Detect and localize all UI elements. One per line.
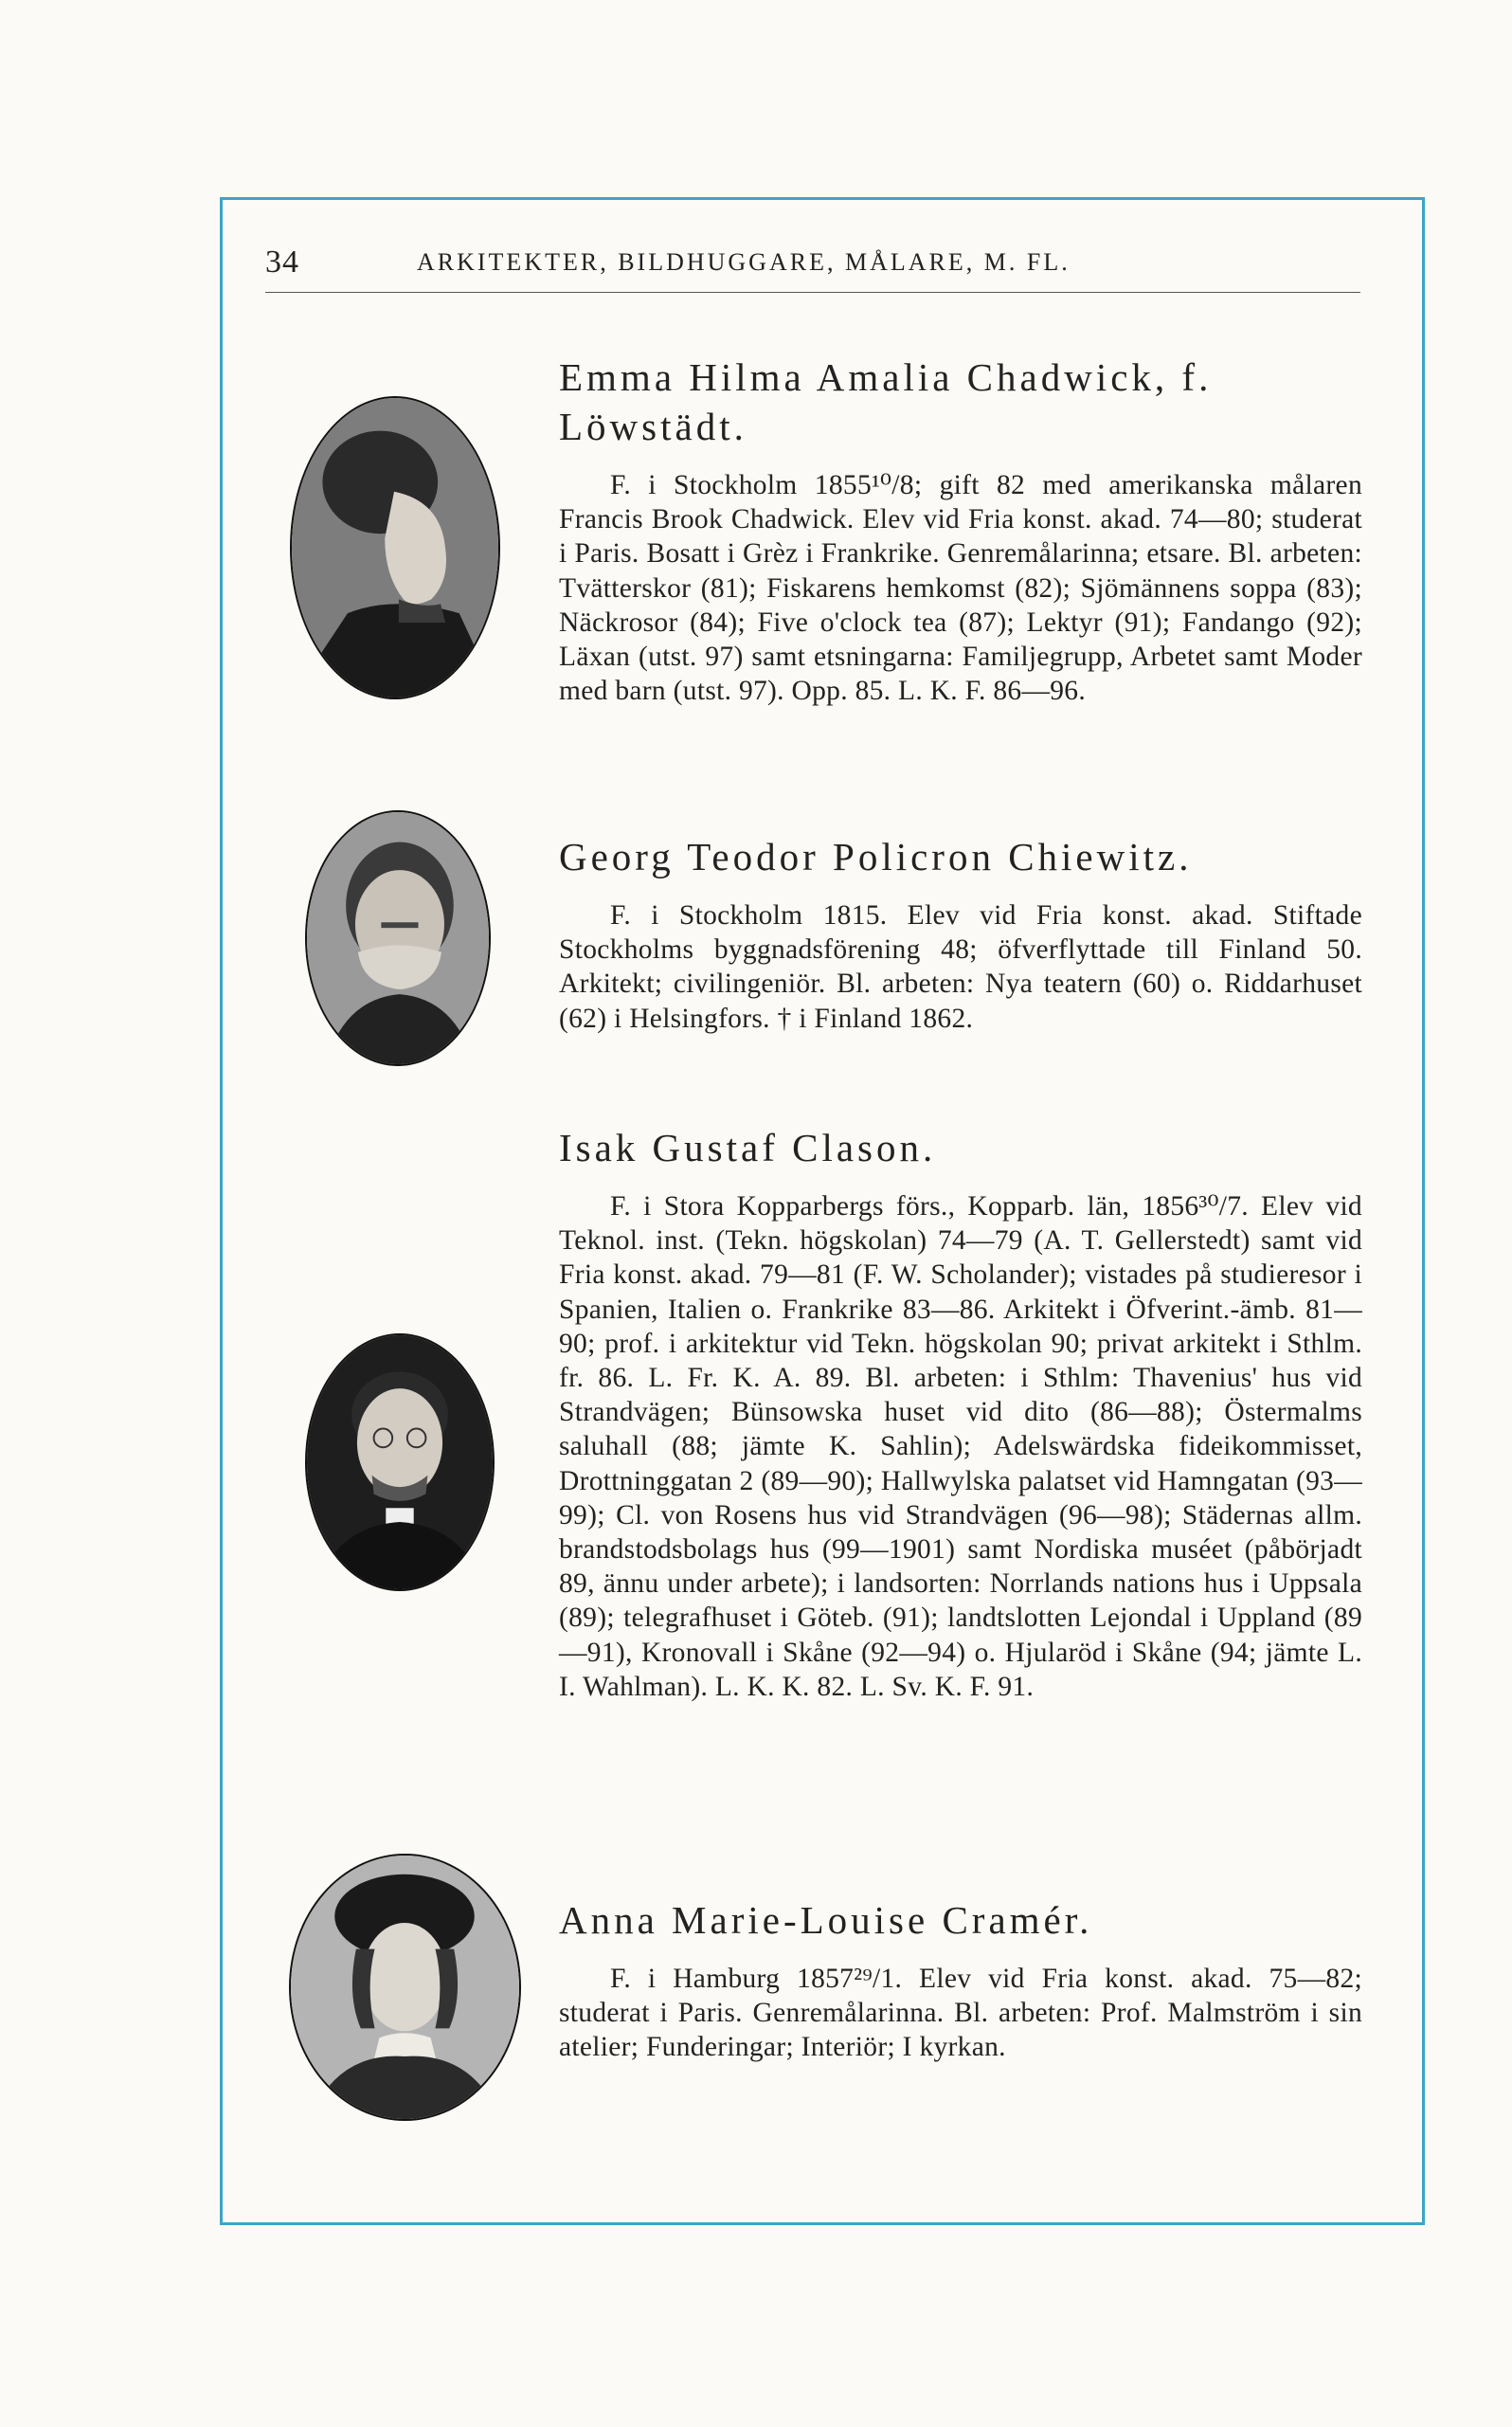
entry-clason [559, 1123, 1362, 1704]
entry-text: F. i Stockholm 1855¹⁰/8; gift 82 med amerikanska målaren Francis Brook Chadwick. Elev vid Fria konst. akad. 74—80; studerat i Paris. Bosatt i Grèz i Frankrike. Genremålarinna; etsare. Bl. arbeten: Tvätterskor (81); Fiskarens hemkomst (82); Sjömännens soppa (83); Näckrosor (84); Five o'clock tea (87); Lektyr (91); Fandango (92); Läxan (utst. 97) samt etsningarna: Familjegrupp, Arbetet samt Moder med barn (utst. 97). Opp. 85. L. K. F. 86—96. [559, 470, 1362, 707]
entry-cramer [559, 1895, 1362, 2065]
portrait-chiewitz [305, 810, 491, 1066]
page-header [265, 245, 1360, 293]
entry-name: Georg Teodor Policron Chiewitz. [559, 835, 1193, 878]
page-number: 34 [265, 245, 299, 280]
portrait-clason [305, 1333, 495, 1591]
portrait-chadwick [290, 396, 500, 699]
entry-text: F. i Hamburg 1857²⁹/1. Elev vid Fria konst. akad. 75—82; studerat i Paris. Genremålarinna. Bl. arbeten: Prof. Malmström i sin atelier; Funderingar; Interiör; I kyrkan. [559, 1964, 1362, 2063]
entry-text: F. i Stockholm 1815. Elev vid Fria konst. akad. Stiftade Stockholms byggnadsförening 48; öfverflyttade till Finland 50. Arkitekt; civilingeniör. Bl. arbeten: Nya teatern (60) o. Riddarhuset (62) i Helsingfors. † i Finland 1862. [559, 900, 1362, 1034]
entry-chadwick [559, 353, 1362, 708]
entry-name: Anna Marie-Louise Cramér. [559, 1898, 1093, 1942]
entry-name: Isak Gustaf Clason. [559, 1126, 937, 1169]
entry-name: Emma Hilma Amalia Chadwick, f. Löwstädt. [559, 355, 1213, 448]
entry-chiewitz [559, 832, 1362, 1036]
running-head: ARKITEKTER, BILDHUGGARE, MÅLARE, M. FL. [417, 248, 1071, 276]
entry-text: F. i Stora Kopparbergs förs., Kopparb. län, 1856³⁰/7. Elev vid Teknol. inst. (Tekn. högskolan) 74—79 (A. T. Gellerstedt) samt vid Fria konst. akad. 79—81 (F. W. Scholander); vistades på studieresor i Spanien, Italien o. Frankrike 83—86. Arkitekt i Öfverint.-ämb. 81—90; prof. i arkitektur vid Tekn. högskolan 90; privat arkitekt i Sthlm. fr. 86. L. Fr. K. A. 89. Bl. arbeten: i Sthlm: Thavenius' hus vid Strandvägen; Bünsowska huset vid dito (86—88); Östermalms saluhall (88; jämte K. Sahlin); Adelswärdska fideikommisset, Drottninggatan 2 (89—90); Hallwylska palatset vid Hamngatan (93—99); Cl. von Rosens hus vid Strandvägen (96—98); Städernas allm. brandstodsbolags hus (99—1901) samt Nordiska muséet (påbörjadt 89, ännu under arbete); i landsorten: Norrlands nations hus i Uppsala (89); telegrafhuset i Göteb. (91); landtslotten Lejondal i Uppland (89—91), Kronovall i Skåne (92—94) o. Hjularöd i Skåne (94; jämte L. I. Wahlman). L. K. K. 82. L. Sv. K. F. 91. [559, 1191, 1362, 1702]
portrait-cramer [289, 1854, 521, 2121]
